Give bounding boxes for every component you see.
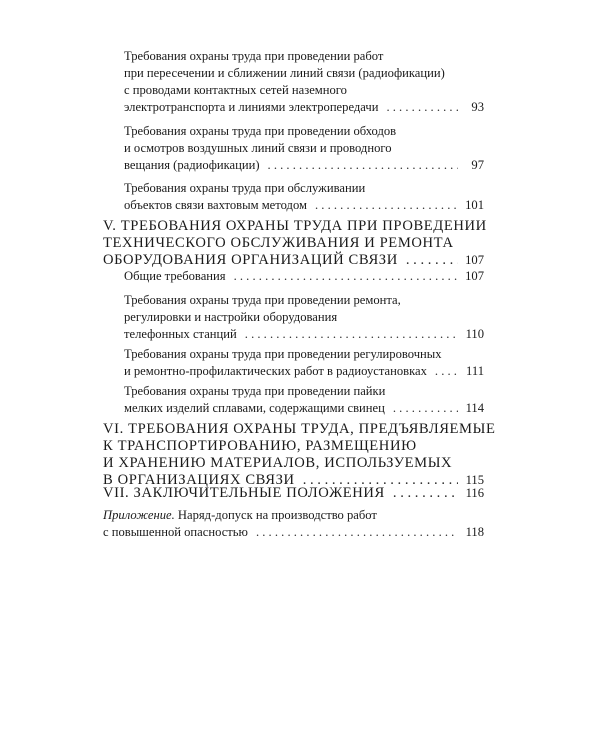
leader-dots [393, 484, 458, 503]
toc-page-number: 107 [465, 269, 484, 283]
toc-section-line: VI. ТРЕБОВАНИЯ ОХРАНЫ ТРУДА, ПРЕДЪЯВЛЯЕМЫЕ [103, 421, 496, 437]
toc-entry-line: Требования охраны труда при проведении ремонта, [124, 293, 401, 307]
toc-section-line: К ТРАНСПОРТИРОВАНИЮ, РАЗМЕЩЕНИЮ [103, 438, 417, 454]
leader-dots [256, 524, 458, 542]
leader-dots [406, 251, 458, 270]
toc-entry-line: с проводами контактных сетей наземного [124, 83, 347, 97]
leader-dots [393, 400, 458, 418]
toc-page-number: 101 [465, 198, 484, 212]
toc-entry-line: Требования охраны труда при проведении пайки [124, 384, 386, 398]
toc-entry-line: мелких изделий сплавами, содержащими свинец [124, 401, 385, 415]
leader-dots [386, 99, 458, 117]
toc-entry-line: регулировки и настройки оборудования [124, 310, 338, 324]
toc-page-number: 97 [471, 158, 484, 172]
toc-section-line: VII. ЗАКЛЮЧИТЕЛЬНЫЕ ПОЛОЖЕНИЯ [103, 485, 385, 501]
toc-page-number: 118 [465, 525, 484, 539]
leader-dots [234, 268, 458, 286]
toc-entry-line: телефонных станций [124, 327, 237, 341]
appendix-label: Приложение. [103, 508, 175, 522]
toc-page-number: 111 [466, 364, 484, 378]
toc-page-number: 93 [471, 100, 484, 114]
leader-dots [435, 363, 458, 381]
toc-page-number: 110 [465, 327, 484, 341]
toc-section-line: В ОРГАНИЗАЦИЯХ СВЯЗИ [103, 472, 295, 488]
leader-dots [245, 326, 458, 344]
leader-dots [315, 197, 458, 215]
toc-page-number: 107 [465, 253, 484, 267]
toc-entry-line: Требования охраны труда при обслуживании [124, 181, 366, 195]
toc-entry-line: с повышенной опасностью [103, 525, 248, 539]
toc-section-line: ТЕХНИЧЕСКОГО ОБСЛУЖИВАНИЯ И РЕМОНТА [103, 235, 454, 251]
toc-page-number: 116 [465, 486, 484, 500]
toc-section-line: И ХРАНЕНИЮ МАТЕРИАЛОВ, ИСПОЛЬЗУЕМЫХ [103, 455, 453, 471]
toc-entry-line: Общие требования [124, 269, 226, 283]
toc-entry-line: объектов связи вахтовым методом [124, 198, 307, 212]
toc-entry-line: и осмотров воздушных линий связи и проводного [124, 141, 392, 155]
toc-entry-line: при пересечении и сближении линий связи (радиофикации) [124, 66, 445, 80]
toc-entry-line: Требования охраны труда при проведении регулировочных [124, 347, 442, 361]
leader-dots [268, 157, 458, 175]
toc-entry-line: и ремонтно-профилактических работ в радиоустановках [124, 364, 427, 378]
toc-entry-line: электротранспорта и линиями электропередачи [124, 100, 379, 114]
toc-entry-line: Наряд-допуск на производство работ [177, 508, 377, 522]
toc-section-line: V. ТРЕБОВАНИЯ ОХРАНЫ ТРУДА ПРИ ПРОВЕДЕНИИ [103, 218, 487, 234]
toc-entry-line: вещания (радиофикации) [124, 158, 260, 172]
toc-section-line: ОБОРУДОВАНИЯ ОРГАНИЗАЦИЙ СВЯЗИ [103, 252, 398, 268]
toc-entry-line: Требования охраны труда при проведении обходов [124, 124, 397, 138]
toc-page-number: 115 [465, 473, 484, 487]
toc-page-number: 114 [465, 401, 484, 415]
toc-entry-line: Требования охраны труда при проведении работ [124, 49, 384, 63]
